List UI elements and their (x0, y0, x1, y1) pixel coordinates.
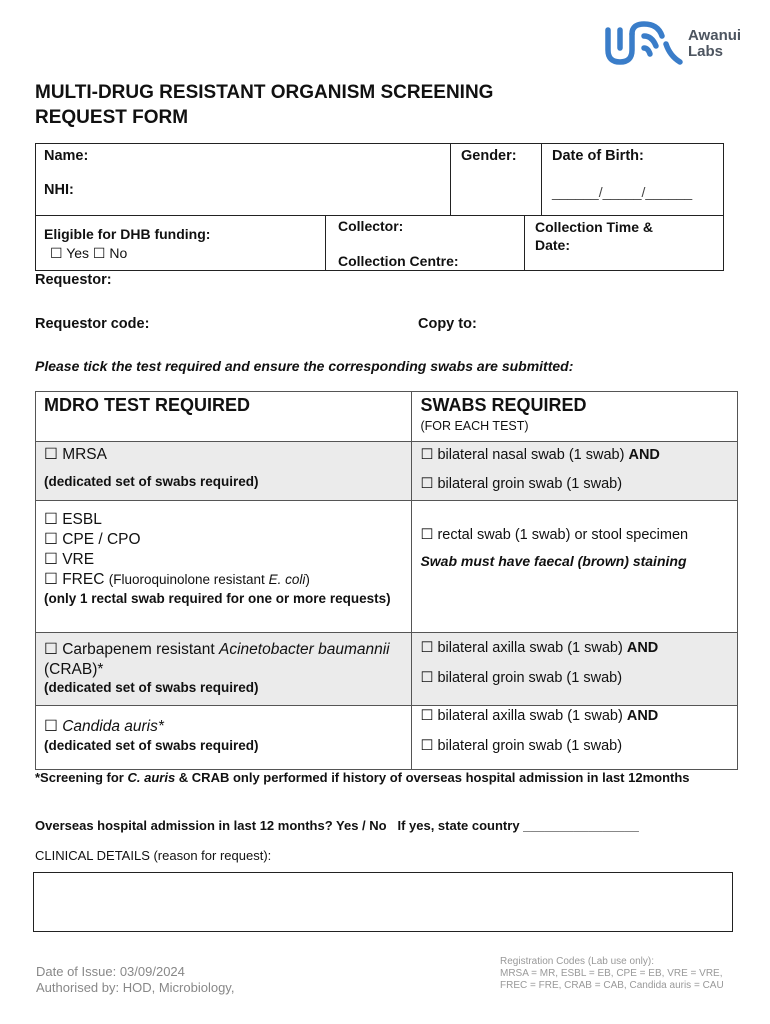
column-header-test: MDRO TEST REQUIRED (44, 395, 251, 415)
footnote-organism: C. auris (127, 770, 176, 785)
brand-name (688, 28, 741, 60)
and-text: AND (628, 447, 660, 463)
nhi-label: NHI: (44, 182, 74, 198)
clinical-details-input[interactable] (33, 872, 733, 932)
frec-label: ☐ FREC (44, 571, 105, 588)
mrsa-checkbox[interactable]: ☐ MRSA (44, 446, 107, 463)
overseas-country: If yes, state country ________________ (397, 818, 639, 833)
gender-field[interactable] (450, 143, 542, 216)
copy-to-label: Copy to: (418, 316, 477, 332)
axilla-swab-checkbox[interactable]: ☐ bilateral axilla swab (1 swab) (420, 708, 623, 724)
crab-row (36, 633, 412, 706)
issue-info (36, 964, 234, 996)
funding-field (35, 215, 326, 271)
header-swab-cell (412, 392, 738, 442)
crab-note: (dedicated set of swabs required) (44, 680, 259, 695)
crab-swabs (412, 633, 738, 706)
esbl-checkbox[interactable]: ☐ ESBL (44, 511, 102, 528)
requestor-code-label: Requestor code: (35, 316, 150, 332)
column-header-swabs: SWABS REQUIRED (420, 395, 587, 415)
collection-centre-label: Collection Centre: (338, 253, 459, 269)
frec-desc: (Fluoroquinolone resistant (108, 572, 265, 587)
gender-label: Gender: (461, 148, 517, 164)
crab-checkbox[interactable] (44, 640, 403, 680)
footnote-a: *Screening for (35, 770, 124, 785)
issue-date: Date of Issue: 03/09/2024 (36, 964, 185, 979)
nasal-swab-checkbox[interactable]: ☐ bilateral nasal swab (1 swab) (420, 447, 625, 463)
column-subheader: (FOR EACH TEST) (420, 419, 529, 433)
header-test-cell (36, 392, 412, 442)
registration-codes (500, 956, 725, 992)
registration-title: Registration Codes (Lab use only): (500, 956, 654, 967)
faecal-note: Swab must have faecal (brown) staining (420, 553, 687, 569)
rectal-note: (only 1 rectal swab required for one or more requests) (44, 591, 391, 606)
cauris-note: (dedicated set of swabs required) (44, 738, 259, 753)
title-line1: MULTI-DRUG RESISTANT ORGANISM SCREENING (35, 82, 494, 103)
funding-label: Eligible for DHB funding: (44, 226, 211, 242)
footnote (35, 769, 735, 786)
mrsa-row (36, 442, 412, 501)
overseas-question[interactable] (35, 818, 639, 833)
frec-organism: E. coli (268, 572, 306, 587)
overseas-label: Overseas hospital admission in last 12 months? Yes / No (35, 818, 387, 833)
crab-label: ☐ Carbapenem resistant (44, 641, 215, 658)
form-title (35, 80, 595, 130)
cauris-box: ☐ (44, 718, 58, 735)
mrsa-note: (dedicated set of swabs required) (44, 474, 259, 489)
rectal-swab-checkbox[interactable]: ☐ rectal swab (1 swab) or stool specimen (420, 527, 689, 543)
dob-blank: ______/_____/______ (552, 184, 693, 200)
mdro-test-table (35, 391, 738, 770)
frec-checkbox[interactable] (44, 570, 403, 590)
cauris-swabs (412, 706, 738, 770)
groin-swab-checkbox[interactable]: ☐ bilateral groin swab (1 swab) (420, 670, 623, 686)
collector-label: Collector: (338, 218, 404, 234)
registration-list: MRSA = MR, ESBL = EB, CPE = EB, VRE = VRE, FREC = FRE, CRAB = CAB, Candida auris = CAU (500, 968, 724, 991)
collection-time-field[interactable] (524, 215, 724, 271)
title-line2: REQUEST FORM (35, 107, 189, 128)
mrsa-swabs (412, 442, 738, 501)
collector-field[interactable] (325, 215, 525, 271)
collection-date-label: Date: (535, 237, 571, 253)
issue-authorised: Authorised by: HOD, Microbiology, (36, 980, 235, 995)
cauris-row (36, 706, 412, 770)
brand-line2: Labs (688, 43, 724, 60)
cauris-name: Candida auris* (62, 718, 164, 735)
footnote-c: & CRAB only performed if history of overseas hospital admission in last 12months (178, 770, 690, 785)
vre-checkbox[interactable]: ☐ VRE (44, 551, 95, 568)
clinical-details-label: CLINICAL DETAILS (reason for request): (35, 848, 272, 863)
crab-code: (CRAB)* (44, 661, 104, 678)
cpe-checkbox[interactable]: ☐ CPE / CPO (44, 531, 141, 548)
rectal-tests-row (36, 501, 412, 633)
funding-no-checkbox[interactable]: ☐ No (92, 245, 128, 261)
rectal-swabs (412, 501, 738, 633)
collection-time-label: Collection Time & (535, 219, 653, 235)
instruction-text: Please tick the test required and ensure the corresponding swabs are submitted: (35, 358, 574, 374)
funding-yes-checkbox[interactable]: ☐ Yes (50, 245, 90, 261)
groin-swab-checkbox[interactable]: ☐ bilateral groin swab (1 swab) (420, 738, 623, 754)
name-nhi-field[interactable] (35, 143, 451, 216)
requestor-label: Requestor: (35, 272, 112, 288)
crab-organism: Acinetobacter baumannii (219, 641, 390, 658)
name-label: Name: (44, 148, 89, 164)
dob-label: Date of Birth: (552, 148, 644, 164)
frec-close: ) (305, 572, 310, 587)
brand-line1: Awanui (688, 27, 742, 44)
and-text: AND (626, 640, 659, 656)
axilla-swab-checkbox[interactable]: ☐ bilateral axilla swab (1 swab) (420, 640, 623, 656)
groin-swab-checkbox[interactable]: ☐ bilateral groin swab (1 swab) (420, 476, 623, 492)
cauris-checkbox[interactable] (44, 717, 403, 736)
dob-field[interactable] (541, 143, 724, 216)
and-text: AND (626, 708, 659, 724)
